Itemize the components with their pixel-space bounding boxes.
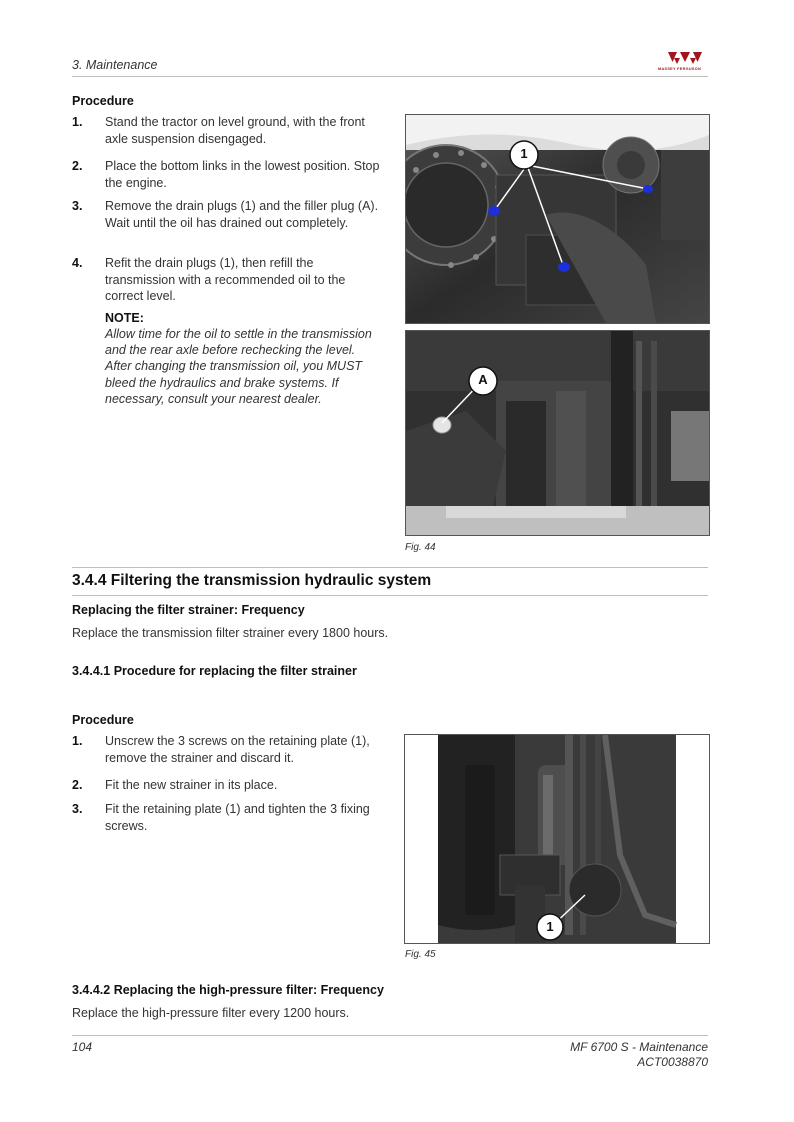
step-text: Fit the retaining plate (1) and tighten the 3 fixing screws. — [105, 802, 370, 833]
section-divider — [72, 567, 708, 568]
footer-document-info — [508, 1040, 708, 1070]
filter-strainer-frequency-text: Replace the transmission filter strainer every 1800 hours. — [72, 626, 389, 640]
step-text: Fit the new strainer in its place. — [105, 778, 278, 792]
step-number: 2. — [72, 778, 83, 792]
page-number: 104 — [72, 1040, 93, 1054]
note-body: Allow time for the oil to settle in the transmission and the rear axle before rechecking the level. After changing the transmission oil, you MUST bleed the hydraulics and brake systems. If necessary, consult your nearest dealer. — [105, 327, 372, 406]
fig45-caption: Fig. 45 — [405, 949, 436, 960]
header-divider — [72, 76, 708, 77]
section-divider — [72, 595, 708, 596]
step-number: 3. — [72, 802, 83, 816]
footer-divider — [72, 1035, 708, 1036]
section-heading-3-4-4-1: 3.4.4.1 Procedure for replacing the filter strainer — [72, 664, 357, 678]
step-text: Refit the drain plugs (1), then refill the transmission with a recommended oil to the correct level. — [105, 256, 346, 303]
step-text: Place the bottom links in the lowest position. Stop the engine. — [105, 159, 380, 190]
step-number: 2. — [72, 159, 83, 173]
step-text: Unscrew the 3 screws on the retaining plate (1), remove the strainer and discard it. — [105, 734, 370, 765]
procedure-title: Procedure — [72, 94, 134, 108]
footer-doc-title: MF 6700 S - Maintenance — [570, 1040, 708, 1054]
step-text: Stand the tractor on level ground, with the front axle suspension disengaged. — [105, 115, 365, 146]
fig44-image-drain-plugs — [405, 114, 710, 324]
header-section-title: 3. Maintenance — [72, 58, 158, 72]
step-number: 1. — [72, 734, 83, 748]
high-pressure-filter-frequency-text: Replace the high-pressure filter every 1200 hours. — [72, 1006, 350, 1020]
fig44-callout-A: A — [478, 372, 488, 387]
step-number: 1. — [72, 115, 83, 129]
logo-text: MASSEY FERGUSON — [658, 67, 702, 71]
note-title: NOTE: — [105, 311, 144, 325]
fig44-callout-1: 1 — [520, 146, 528, 161]
procedure-title: Procedure — [72, 713, 134, 727]
section-heading-3-4-4-2: 3.4.4.2 Replacing the high-pressure filter: Frequency — [72, 983, 384, 997]
fig44-caption: Fig. 44 — [405, 542, 436, 553]
fig45-image-filter-strainer — [404, 734, 710, 944]
subheading-filter-strainer-frequency: Replacing the filter strainer: Frequency — [72, 603, 305, 617]
step-text: Remove the drain plugs (1) and the filler plug (A). Wait until the oil has drained out completely. — [105, 199, 379, 230]
fig44-image-filler-plug — [405, 330, 710, 536]
step-number: 4. — [72, 256, 83, 270]
footer-doc-code: ACT0038870 — [637, 1055, 708, 1069]
fig45-callout-1: 1 — [546, 919, 554, 934]
step-number: 3. — [72, 199, 83, 213]
section-heading-3-4-4: 3.4.4 Filtering the transmission hydraulic system — [72, 572, 432, 589]
